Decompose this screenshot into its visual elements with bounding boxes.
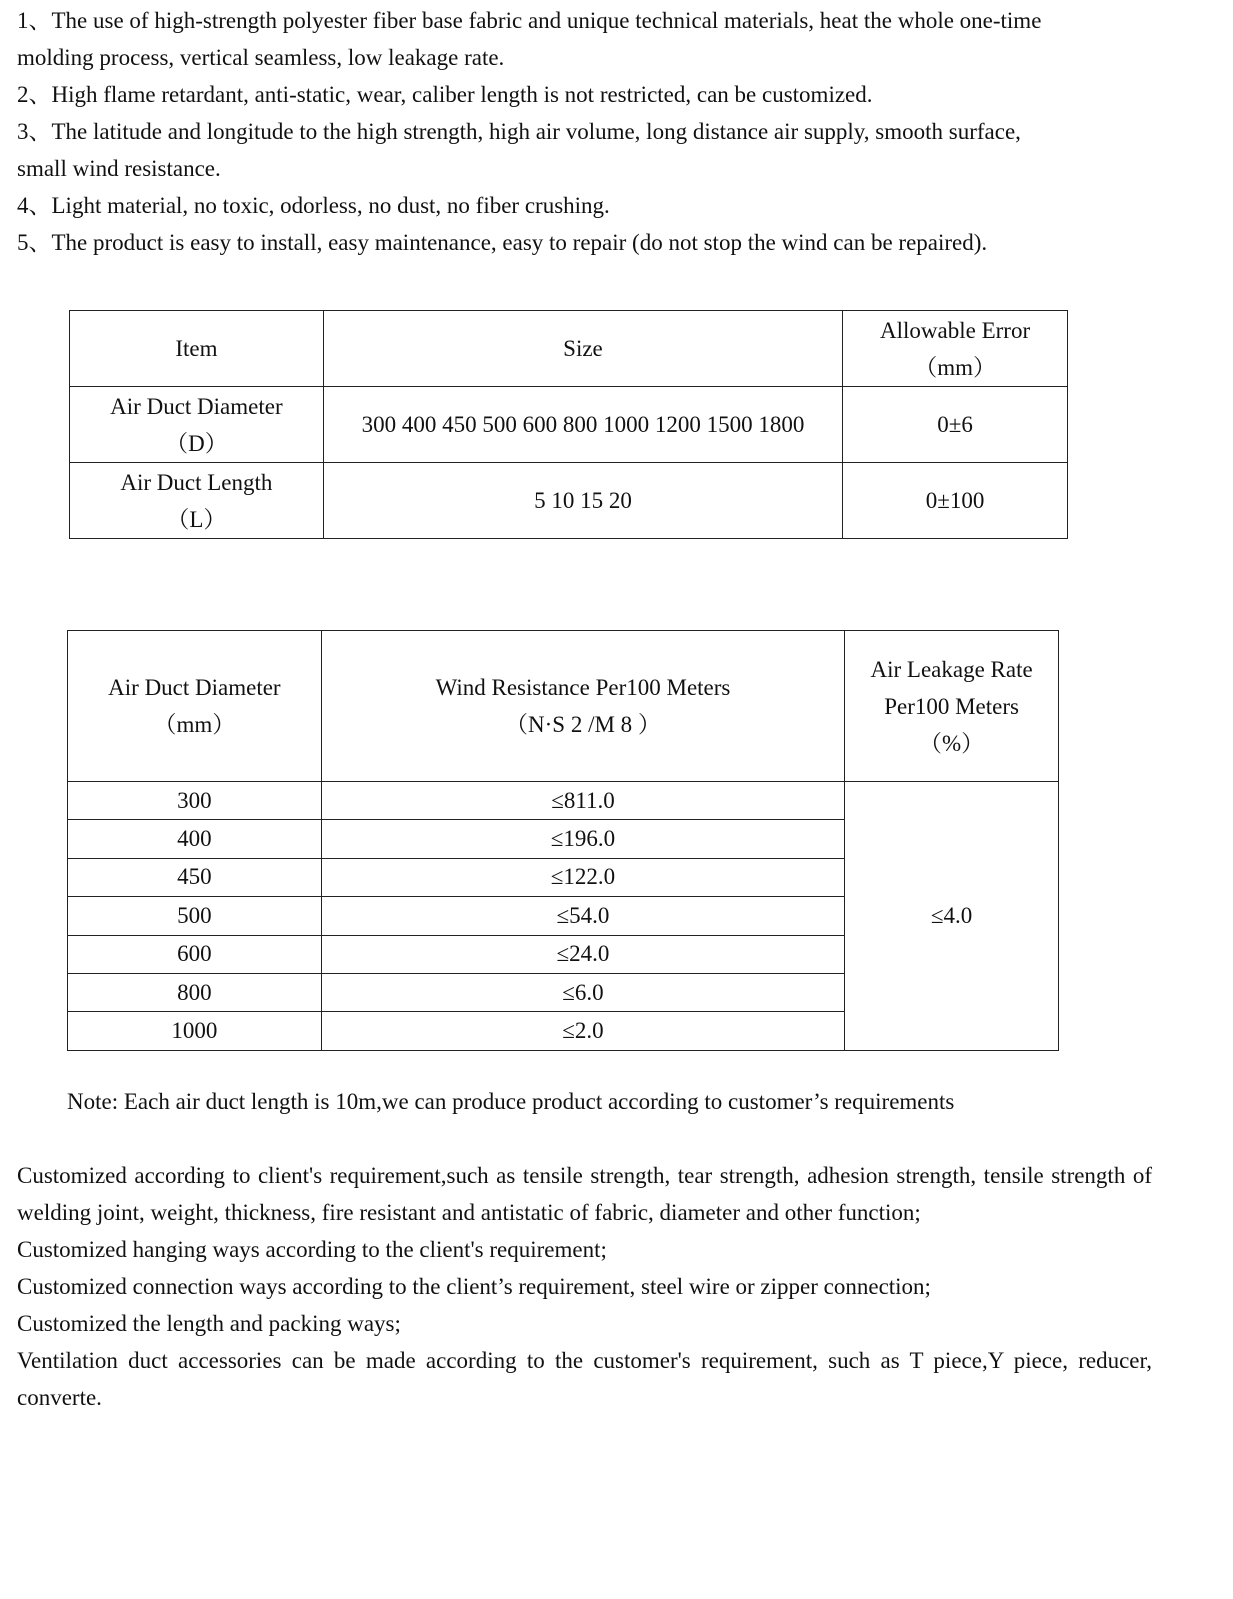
- customization-item: Customized the length and packing ways;: [17, 1311, 401, 1336]
- customization-list: [17, 1157, 1152, 1416]
- resistance-cell: ≤811.0: [321, 782, 844, 820]
- header-error-line2: （mm）: [914, 354, 996, 380]
- header-diameter-line1: Air Duct Diameter: [108, 675, 281, 700]
- header-leakage-rate: [845, 631, 1059, 782]
- size-cell: 5 10 15 20: [323, 463, 842, 539]
- customization-item: Ventilation duct accessories can be made according to the customer's requirement, such as T piece,Y piece, reducer, converte.: [17, 1348, 1152, 1410]
- feature-item: [17, 187, 1157, 224]
- table-row: [68, 782, 1059, 820]
- header-resistance-line2: （N·S 2 /M 8 ）: [505, 712, 661, 737]
- resistance-cell: ≤54.0: [321, 897, 844, 935]
- header-item: Item: [70, 311, 324, 387]
- item-line1: Air Duct Diameter: [110, 393, 283, 419]
- table-header-row: [68, 631, 1059, 782]
- header-resistance-line1: Wind Resistance Per100 Meters: [435, 675, 731, 700]
- header-wind-resistance: [321, 631, 844, 782]
- feature-list: [17, 2, 1157, 261]
- feature-item: [17, 224, 1157, 261]
- customization-item: Customized connection ways according to the client’s requirement, steel wire or zipper connection;: [17, 1274, 931, 1299]
- table-header-row: [70, 311, 1068, 387]
- header-size: Size: [323, 311, 842, 387]
- feature-text: The latitude and longitude to the high strength, high air volume, long distance air supply, smooth surface,: [51, 119, 1021, 144]
- feature-item: [17, 2, 1157, 76]
- item-cell: [70, 463, 324, 539]
- error-cell: 0±100: [843, 463, 1068, 539]
- item-line2: （L）: [166, 506, 227, 532]
- table-note: Note: Each air duct length is 10m,we can produce product according to customer’s requirements: [67, 1089, 955, 1114]
- feature-text: Light material, no toxic, odorless, no dust, no fiber crushing.: [51, 193, 610, 218]
- diameter-cell: 1000: [68, 1012, 322, 1050]
- feature-number: 3、: [17, 119, 52, 144]
- resistance-cell: ≤6.0: [321, 973, 844, 1011]
- feature-item: [17, 76, 1157, 113]
- resistance-cell: ≤196.0: [321, 820, 844, 858]
- feature-number: 1、: [17, 8, 52, 33]
- header-diameter: [68, 631, 322, 782]
- feature-number: 5、: [17, 230, 52, 255]
- diameter-cell: 450: [68, 858, 322, 896]
- feature-text: The use of high-strength polyester fiber base fabric and unique technical materials, heat the whole one-time: [51, 8, 1042, 33]
- feature-text-continued: molding process, vertical seamless, low leakage rate.: [17, 45, 505, 70]
- header-leakage-line1: Air Leakage Rate: [870, 656, 1033, 682]
- leakage-cell: ≤4.0: [845, 782, 1059, 1051]
- diameter-cell: 600: [68, 935, 322, 973]
- resistance-table: [67, 630, 1059, 1051]
- header-leakage-line2: Per100 Meters: [884, 693, 1019, 719]
- item-cell: [70, 387, 324, 463]
- feature-number: 2、: [17, 82, 52, 107]
- size-cell: 300 400 450 500 600 800 1000 1200 1500 1800: [323, 387, 842, 463]
- table-row: [70, 463, 1068, 539]
- resistance-cell: ≤122.0: [321, 858, 844, 896]
- header-diameter-line2: （mm）: [153, 712, 236, 737]
- customization-item: Customized according to client's requirement,such as tensile strength, tear strength, adhesion strength, tensile strength of welding joint, weight, thickness, fire resistant and antistatic of fabric, diameter and other function;: [17, 1163, 1152, 1225]
- header-error-line1: Allowable Error: [880, 317, 1031, 343]
- feature-text: The product is easy to install, easy maintenance, easy to repair (do not stop the wind can be repaired).: [51, 230, 988, 255]
- diameter-cell: 800: [68, 973, 322, 1011]
- header-allowable-error: [843, 311, 1068, 387]
- item-line1: Air Duct Length: [120, 469, 273, 495]
- error-cell: 0±6: [843, 387, 1068, 463]
- table-row: [70, 387, 1068, 463]
- feature-item: [17, 113, 1157, 187]
- resistance-cell: ≤24.0: [321, 935, 844, 973]
- header-leakage-line3: （%）: [919, 730, 985, 756]
- feature-text: High flame retardant, anti-static, wear, caliber length is not restricted, can be customized.: [51, 82, 873, 107]
- item-line2: （D）: [165, 430, 228, 456]
- diameter-cell: 500: [68, 897, 322, 935]
- spec-table: [69, 310, 1068, 539]
- customization-item: Customized hanging ways according to the client's requirement;: [17, 1237, 607, 1262]
- diameter-cell: 300: [68, 782, 322, 820]
- diameter-cell: 400: [68, 820, 322, 858]
- resistance-cell: ≤2.0: [321, 1012, 844, 1050]
- feature-number: 4、: [17, 193, 52, 218]
- feature-text-continued: small wind resistance.: [17, 156, 221, 181]
